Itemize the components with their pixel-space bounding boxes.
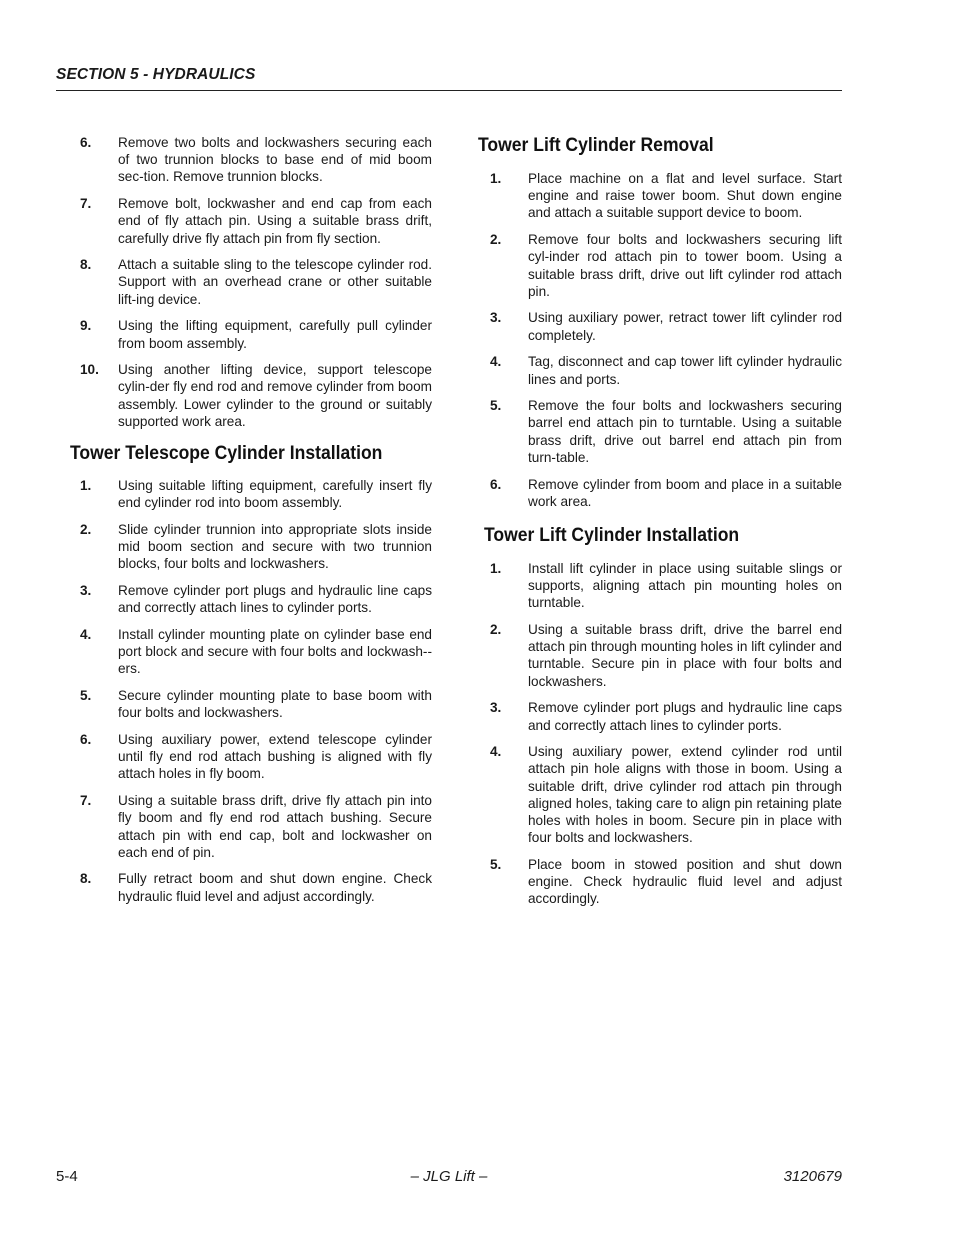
step-text: Place boom in stowed position and shut down engine. Check hydraulic fluid level and adjust accordingly. (528, 857, 842, 907)
tower-telescope-installation-steps (80, 477, 432, 905)
step-number: 1. (80, 478, 92, 494)
list-item (490, 353, 842, 387)
step-text: Remove two bolts and lockwashers securing each of two trunnion blocks to base end of mid boom sec-tion. Remove trunnion blocks. (118, 135, 432, 185)
step-number: 6. (80, 731, 92, 747)
step-text: Install lift cylinder in place using suitable slings or supports, aligning attach pin mounting holes on turntable. (528, 560, 842, 611)
step-text: Using another lifting device, support telescope cylin-der fly end rod and remove cylinder from boom assembly. Lower cylinder to the ground or suitably supported work area. (118, 362, 432, 429)
list-item (490, 476, 842, 510)
step-number: 3. (80, 583, 92, 599)
step-number: 10. (80, 362, 99, 378)
page-header (56, 66, 842, 91)
list-item (80, 870, 432, 904)
page-number: 5-4 (56, 1168, 78, 1185)
step-number: 1. (490, 560, 502, 576)
step-number: 5. (490, 857, 502, 872)
list-item (80, 521, 432, 573)
step-text: Using the lifting equipment, carefully pull cylinder from boom assembly. (118, 318, 432, 351)
step-text: Remove cylinder from boom and place in a suitable work area. (528, 476, 842, 509)
step-text: Attach a suitable sling to the telescope cylinder rod. Support with an overhead crane or other suitable lift-ing device. (118, 257, 432, 307)
step-number: 5. (490, 398, 502, 414)
left-column (68, 134, 432, 914)
step-number: 2. (490, 232, 502, 248)
list-item (80, 582, 432, 616)
step-text: Remove cylinder port plugs and hydraulic line caps and correctly attach lines to cylinder ports. (118, 583, 432, 616)
step-text: Fully retract boom and shut down engine. Check hydraulic fluid level and adjust accordingly. (118, 871, 432, 904)
step-number: 4. (80, 626, 92, 642)
list-item (80, 361, 432, 430)
step-number: 7. (80, 793, 92, 809)
list-item (80, 317, 432, 351)
step-number: 7. (80, 196, 92, 212)
tower-lift-removal-steps (490, 170, 842, 510)
step-text: Tag, disconnect and cap tower lift cylinder hydraulic lines and ports. (528, 354, 842, 387)
list-item (80, 134, 432, 186)
step-number: 4. (490, 744, 502, 760)
section-title: SECTION 5 - HYDRAULICS (56, 66, 256, 83)
step-text: Using auxiliary power, extend cylinder rod until attach pin hole aligns with those in boom. Using a suitable drift, drive cylinder rod attach pin through aligned holes, taking care to align pin retaining plate holes with holes in boom. Secure pin in place with four bolts and lockwashers. (528, 744, 842, 846)
step-text: Using auxiliary power, extend telescope cylinder until fly end rod attach bushing is aligned with fly attach holes in fly boom. (118, 731, 432, 782)
list-item (80, 195, 432, 247)
step-number: 4. (490, 354, 502, 370)
list-item (490, 699, 842, 733)
list-item (80, 687, 432, 721)
step-number: 3. (490, 700, 502, 716)
step-text: Place machine on a flat and level surface. Start engine and raise tower boom. Shut down engine and attach a suitable support device to boom. (528, 171, 842, 221)
list-item (490, 309, 842, 343)
step-number: 6. (490, 476, 502, 492)
step-number: 1. (490, 171, 502, 186)
list-item (490, 397, 842, 466)
step-number: 2. (80, 521, 92, 537)
step-text: Using suitable lifting equipment, carefully insert fly end cylinder rod into boom assembly. (118, 478, 432, 511)
list-item (80, 626, 432, 678)
document-number: 3120679 (783, 1168, 842, 1185)
step-number: 9. (80, 318, 92, 334)
step-text: Secure cylinder mounting plate to base boom with four bolts and lockwashers. (118, 688, 432, 721)
step-text: Remove bolt, lockwasher and end cap from each end of fly attach pin. Using a suitable brass drift, carefully drive fly attach pin from fly section. (118, 196, 432, 246)
list-item (490, 170, 842, 222)
continued-removal-steps (80, 134, 432, 430)
right-column (478, 134, 842, 917)
step-number: 2. (490, 622, 502, 638)
step-text: Using auxiliary power, retract tower lift cylinder rod completely. (528, 310, 842, 343)
step-number: 8. (80, 871, 92, 887)
step-text: Remove the four bolts and lockwashers securing barrel end attach pin to turntable. Using a suitable brass drift, drive out barrel end attach pin from turn-table. (528, 398, 842, 465)
step-text: Slide cylinder trunnion into appropriate slots inside mid boom section and secure with two trunnion blocks, four bolts and lockwashers. (118, 521, 432, 572)
list-item (80, 256, 432, 308)
list-item (80, 792, 432, 861)
list-item (490, 231, 842, 300)
list-item (80, 477, 432, 511)
step-number: 3. (490, 310, 502, 326)
step-text: Remove cylinder port plugs and hydraulic line caps and correctly attach lines to cylinder ports. (528, 700, 842, 733)
list-item (490, 621, 842, 690)
footer-brand: – JLG Lift – (410, 1168, 488, 1185)
step-text: Using a suitable brass drift, drive fly attach pin into fly boom and fly end rod attach bushing. Secure attach pin with end cap, bolt and lockwasher on each end of pin. (118, 793, 432, 860)
tower-lift-installation-heading: Tower Lift Cylinder Installation (484, 523, 740, 546)
list-item (490, 856, 842, 908)
list-item (80, 731, 432, 783)
step-number: 8. (80, 257, 92, 273)
list-item (490, 743, 842, 846)
tower-lift-removal-heading: Tower Lift Cylinder Removal (478, 134, 714, 156)
tower-lift-installation-steps (490, 560, 842, 908)
step-text: Remove four bolts and lockwashers securing lift cyl-inder rod attach pin to tower boom. Using a suitable brass drift, drive out lift cylinder rod attach pin. (528, 232, 842, 299)
step-text: Install cylinder mounting plate on cylinder base end port block and secure with four bolts and lockwash-ers. (118, 626, 432, 677)
step-text: Using a suitable brass drift, drive the barrel end attach pin through mounting holes in lift cylinder and turntable. Secure pin in place with four bolts and lockwashers. (528, 622, 842, 689)
step-number: 6. (80, 135, 92, 150)
step-number: 5. (80, 688, 92, 704)
tower-telescope-installation-heading: Tower Telescope Cylinder Installation (70, 442, 383, 465)
list-item (490, 560, 842, 612)
